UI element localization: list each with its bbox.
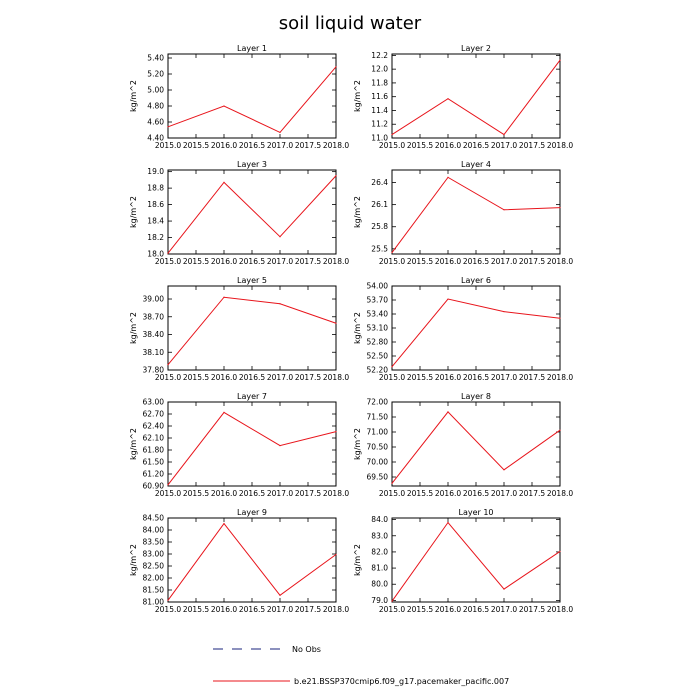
y-tick-label: 53.10 xyxy=(366,323,388,333)
data-point xyxy=(223,523,224,524)
x-tick-label: 2015.0 xyxy=(378,141,406,150)
x-tick-label: 2015.5 xyxy=(406,373,434,382)
y-tick-label: 61.80 xyxy=(142,445,164,455)
y-tick-label: 11.2 xyxy=(371,119,388,129)
data-point xyxy=(447,411,448,412)
y-tick-label: 11.4 xyxy=(371,105,388,115)
series-line xyxy=(392,523,560,602)
y-tick-label: 26.1 xyxy=(371,200,388,210)
y-tick-label: 4.80 xyxy=(147,101,164,111)
legend-label-no-obs: No Obs xyxy=(292,645,321,654)
x-tick-label: 2017.5 xyxy=(518,605,546,614)
panel-title: Layer 1 xyxy=(237,44,267,53)
x-tick-label: 2018.0 xyxy=(546,605,574,614)
x-tick-label: 2017.5 xyxy=(294,489,322,498)
y-tick-label: 83.0 xyxy=(371,531,388,541)
x-tick-label: 2016.5 xyxy=(462,141,490,150)
x-tick-label: 2015.0 xyxy=(154,605,182,614)
panel-layer-3 xyxy=(129,160,349,266)
x-tick-label: 2015.5 xyxy=(182,373,210,382)
plot-frame xyxy=(392,54,560,138)
x-tick-label: 2015.0 xyxy=(154,257,182,266)
y-tick-label: 5.00 xyxy=(147,85,164,95)
x-tick-label: 2017.0 xyxy=(490,489,518,498)
x-tick-label: 2017.5 xyxy=(518,489,546,498)
y-tick-label: 70.50 xyxy=(366,442,388,452)
panel-layer-8 xyxy=(353,392,573,498)
y-tick-label: 12.0 xyxy=(371,64,388,74)
x-tick-label: 2016.5 xyxy=(238,257,266,266)
y-tick-label: 26.4 xyxy=(371,178,388,188)
y-axis-label: kg/m^2 xyxy=(353,312,362,344)
y-tick-label: 81.00 xyxy=(142,597,164,607)
x-tick-label: 2017.5 xyxy=(294,373,322,382)
data-point xyxy=(335,175,336,176)
x-tick-label: 2017.5 xyxy=(518,373,546,382)
x-tick-label: 2018.0 xyxy=(322,257,350,266)
data-point xyxy=(447,298,448,299)
data-point xyxy=(335,323,336,324)
y-tick-label: 71.00 xyxy=(366,427,388,437)
x-tick-label: 2016.0 xyxy=(210,257,238,266)
data-point xyxy=(223,105,224,106)
x-tick-label: 2016.0 xyxy=(434,141,462,150)
data-point xyxy=(559,430,560,431)
data-point xyxy=(503,588,504,589)
x-tick-label: 2017.0 xyxy=(266,605,294,614)
y-tick-label: 83.50 xyxy=(142,537,164,547)
series-line xyxy=(168,524,336,601)
y-tick-label: 18.0 xyxy=(147,249,164,259)
y-tick-label: 79.0 xyxy=(371,595,388,605)
x-tick-label: 2018.0 xyxy=(322,489,350,498)
legend-label-model-run: b.e21.BSSP370cmip6.f09_g17.pacemaker_pacific.007 xyxy=(294,677,510,686)
x-tick-label: 2016.0 xyxy=(210,605,238,614)
y-tick-label: 53.40 xyxy=(366,309,388,319)
y-axis-label: kg/m^2 xyxy=(129,428,138,460)
plot-frame xyxy=(392,170,560,254)
y-tick-label: 82.00 xyxy=(142,573,164,583)
y-tick-label: 38.40 xyxy=(142,330,164,340)
y-tick-label: 39.00 xyxy=(142,294,164,304)
x-tick-label: 2016.5 xyxy=(462,257,490,266)
x-tick-label: 2015.5 xyxy=(406,605,434,614)
x-tick-label: 2018.0 xyxy=(322,373,350,382)
panel-title: Layer 2 xyxy=(461,44,491,53)
x-tick-label: 2017.5 xyxy=(294,141,322,150)
x-tick-label: 2015.5 xyxy=(406,489,434,498)
y-tick-label: 53.70 xyxy=(366,295,388,305)
y-tick-label: 12.2 xyxy=(371,50,388,60)
x-tick-label: 2018.0 xyxy=(322,605,350,614)
x-tick-label: 2016.5 xyxy=(238,489,266,498)
y-tick-label: 60.90 xyxy=(142,481,164,491)
y-axis-label: kg/m^2 xyxy=(353,428,362,460)
data-point xyxy=(559,551,560,552)
data-point xyxy=(223,412,224,413)
data-point xyxy=(447,177,448,178)
x-tick-label: 2015.0 xyxy=(154,489,182,498)
series-line xyxy=(392,412,560,483)
y-tick-label: 52.50 xyxy=(366,351,388,361)
data-point xyxy=(167,600,168,601)
data-point xyxy=(279,595,280,596)
data-point xyxy=(279,445,280,446)
x-tick-label: 2015.0 xyxy=(378,489,406,498)
x-tick-label: 2016.0 xyxy=(434,373,462,382)
y-axis-label: kg/m^2 xyxy=(129,196,138,228)
data-point xyxy=(391,252,392,253)
panel-title: Layer 9 xyxy=(237,508,267,517)
x-tick-label: 2015.0 xyxy=(378,605,406,614)
y-tick-label: 11.8 xyxy=(371,78,388,88)
y-tick-label: 63.00 xyxy=(142,397,164,407)
x-tick-label: 2016.5 xyxy=(238,141,266,150)
y-tick-label: 38.70 xyxy=(142,312,164,322)
y-tick-label: 71.50 xyxy=(366,412,388,422)
y-tick-label: 81.50 xyxy=(142,585,164,595)
x-tick-label: 2017.0 xyxy=(490,257,518,266)
y-tick-label: 37.80 xyxy=(142,365,164,375)
y-tick-label: 62.40 xyxy=(142,421,164,431)
y-tick-label: 61.50 xyxy=(142,457,164,467)
y-tick-label: 5.20 xyxy=(147,69,164,79)
x-tick-label: 2017.0 xyxy=(266,373,294,382)
y-tick-label: 18.8 xyxy=(147,183,164,193)
y-tick-label: 18.4 xyxy=(147,216,164,226)
x-tick-label: 2016.0 xyxy=(434,605,462,614)
data-point xyxy=(167,364,168,365)
data-point xyxy=(335,66,336,67)
data-point xyxy=(391,366,392,367)
y-axis-label: kg/m^2 xyxy=(353,544,362,576)
y-tick-label: 54.00 xyxy=(366,281,388,291)
data-point xyxy=(559,60,560,61)
panel-layer-6 xyxy=(353,276,573,382)
x-tick-label: 2016.0 xyxy=(210,141,238,150)
x-tick-label: 2016.5 xyxy=(462,373,490,382)
data-point xyxy=(279,132,280,133)
plot-frame xyxy=(392,286,560,370)
data-point xyxy=(167,253,168,254)
y-tick-label: 84.00 xyxy=(142,525,164,535)
data-point xyxy=(447,522,448,523)
x-tick-label: 2015.0 xyxy=(154,373,182,382)
figure-title: soil liquid water xyxy=(278,13,422,34)
x-tick-label: 2018.0 xyxy=(322,141,350,150)
legend-item-model-run xyxy=(213,677,509,686)
panel-layer-7 xyxy=(129,392,349,498)
x-tick-label: 2018.0 xyxy=(546,141,574,150)
data-point xyxy=(335,554,336,555)
y-tick-label: 52.80 xyxy=(366,337,388,347)
y-tick-label: 83.00 xyxy=(142,549,164,559)
y-tick-label: 18.6 xyxy=(147,200,164,210)
series-line xyxy=(392,60,560,134)
y-axis-label: kg/m^2 xyxy=(129,544,138,576)
panel-title: Layer 6 xyxy=(461,276,491,285)
data-point xyxy=(559,318,560,319)
y-tick-label: 4.40 xyxy=(147,133,164,143)
x-tick-label: 2017.0 xyxy=(490,605,518,614)
y-tick-label: 70.00 xyxy=(366,457,388,467)
panel-layer-9 xyxy=(129,508,349,614)
y-tick-label: 19.0 xyxy=(147,167,164,177)
series-line xyxy=(392,177,560,252)
y-tick-label: 25.5 xyxy=(371,244,388,254)
data-point xyxy=(223,182,224,183)
plot-frame xyxy=(392,518,560,602)
x-tick-label: 2015.5 xyxy=(182,141,210,150)
x-tick-label: 2016.5 xyxy=(238,605,266,614)
plot-frame xyxy=(168,286,336,370)
x-tick-label: 2015.5 xyxy=(406,141,434,150)
data-point xyxy=(279,303,280,304)
series-line xyxy=(168,297,336,364)
y-tick-label: 5.40 xyxy=(147,53,164,63)
x-tick-label: 2016.5 xyxy=(462,605,490,614)
x-tick-label: 2018.0 xyxy=(546,489,574,498)
y-tick-label: 84.0 xyxy=(371,515,388,525)
x-tick-label: 2015.5 xyxy=(406,257,434,266)
series-line xyxy=(168,67,336,133)
panel-layer-2 xyxy=(353,44,573,150)
legend xyxy=(213,645,509,686)
panel-title: Layer 7 xyxy=(237,392,267,401)
data-point xyxy=(503,134,504,135)
series-line xyxy=(168,176,336,253)
x-tick-label: 2018.0 xyxy=(546,373,574,382)
panel-layer-10 xyxy=(353,508,573,614)
x-tick-label: 2017.0 xyxy=(266,257,294,266)
panel-title: Layer 3 xyxy=(237,160,267,169)
data-point xyxy=(503,469,504,470)
data-point xyxy=(391,134,392,135)
y-axis-label: kg/m^2 xyxy=(129,312,138,344)
x-tick-label: 2017.0 xyxy=(490,373,518,382)
x-tick-label: 2017.0 xyxy=(490,141,518,150)
legend-item-no-obs xyxy=(213,645,321,654)
data-point xyxy=(503,311,504,312)
series-line xyxy=(392,299,560,367)
x-tick-label: 2016.0 xyxy=(434,489,462,498)
x-tick-label: 2016.5 xyxy=(462,489,490,498)
x-tick-label: 2015.5 xyxy=(182,605,210,614)
data-point xyxy=(167,484,168,485)
panels-grid xyxy=(129,44,573,614)
x-tick-label: 2018.0 xyxy=(546,257,574,266)
data-point xyxy=(447,98,448,99)
y-tick-label: 62.10 xyxy=(142,433,164,443)
y-tick-label: 62.70 xyxy=(142,409,164,419)
y-axis-label: kg/m^2 xyxy=(353,80,362,112)
y-tick-label: 82.0 xyxy=(371,547,388,557)
x-tick-label: 2015.5 xyxy=(182,257,210,266)
data-point xyxy=(391,601,392,602)
y-tick-label: 72.00 xyxy=(366,397,388,407)
data-point xyxy=(223,297,224,298)
y-axis-label: kg/m^2 xyxy=(353,196,362,228)
y-axis-label: kg/m^2 xyxy=(129,80,138,112)
x-tick-label: 2015.0 xyxy=(378,257,406,266)
y-tick-label: 81.0 xyxy=(371,563,388,573)
x-tick-label: 2015.5 xyxy=(182,489,210,498)
x-tick-label: 2017.5 xyxy=(518,141,546,150)
y-tick-label: 38.10 xyxy=(142,347,164,357)
data-point xyxy=(279,236,280,237)
y-tick-label: 61.20 xyxy=(142,469,164,479)
x-tick-label: 2015.0 xyxy=(378,373,406,382)
x-tick-label: 2015.0 xyxy=(154,141,182,150)
data-point xyxy=(335,431,336,432)
panel-layer-5 xyxy=(129,276,349,382)
x-tick-label: 2017.5 xyxy=(294,257,322,266)
panel-title: Layer 5 xyxy=(237,276,267,285)
x-tick-label: 2016.0 xyxy=(210,373,238,382)
y-tick-label: 82.50 xyxy=(142,561,164,571)
data-point xyxy=(167,126,168,127)
panel-title: Layer 10 xyxy=(458,508,494,517)
panel-layer-1 xyxy=(129,44,349,150)
y-tick-label: 4.60 xyxy=(147,117,164,127)
x-tick-label: 2017.5 xyxy=(294,605,322,614)
y-tick-label: 11.0 xyxy=(371,133,388,143)
x-tick-label: 2017.5 xyxy=(518,257,546,266)
data-point xyxy=(559,207,560,208)
series-line xyxy=(168,412,336,484)
x-tick-label: 2016.0 xyxy=(210,489,238,498)
plot-frame xyxy=(168,170,336,254)
panel-title: Layer 4 xyxy=(461,160,491,169)
y-tick-label: 80.0 xyxy=(371,579,388,589)
y-tick-label: 11.6 xyxy=(371,92,388,102)
plot-frame xyxy=(168,402,336,486)
y-tick-label: 18.2 xyxy=(147,233,164,243)
y-tick-label: 84.50 xyxy=(142,513,164,523)
plot-frame xyxy=(392,402,560,486)
y-tick-label: 52.20 xyxy=(366,365,388,375)
y-tick-label: 25.8 xyxy=(371,222,388,232)
x-tick-label: 2017.0 xyxy=(266,489,294,498)
panel-title: Layer 8 xyxy=(461,392,491,401)
panel-layer-4 xyxy=(353,160,573,266)
x-tick-label: 2017.0 xyxy=(266,141,294,150)
y-tick-label: 69.50 xyxy=(366,472,388,482)
data-point xyxy=(503,209,504,210)
data-point xyxy=(391,483,392,484)
x-tick-label: 2016.5 xyxy=(238,373,266,382)
x-tick-label: 2016.0 xyxy=(434,257,462,266)
